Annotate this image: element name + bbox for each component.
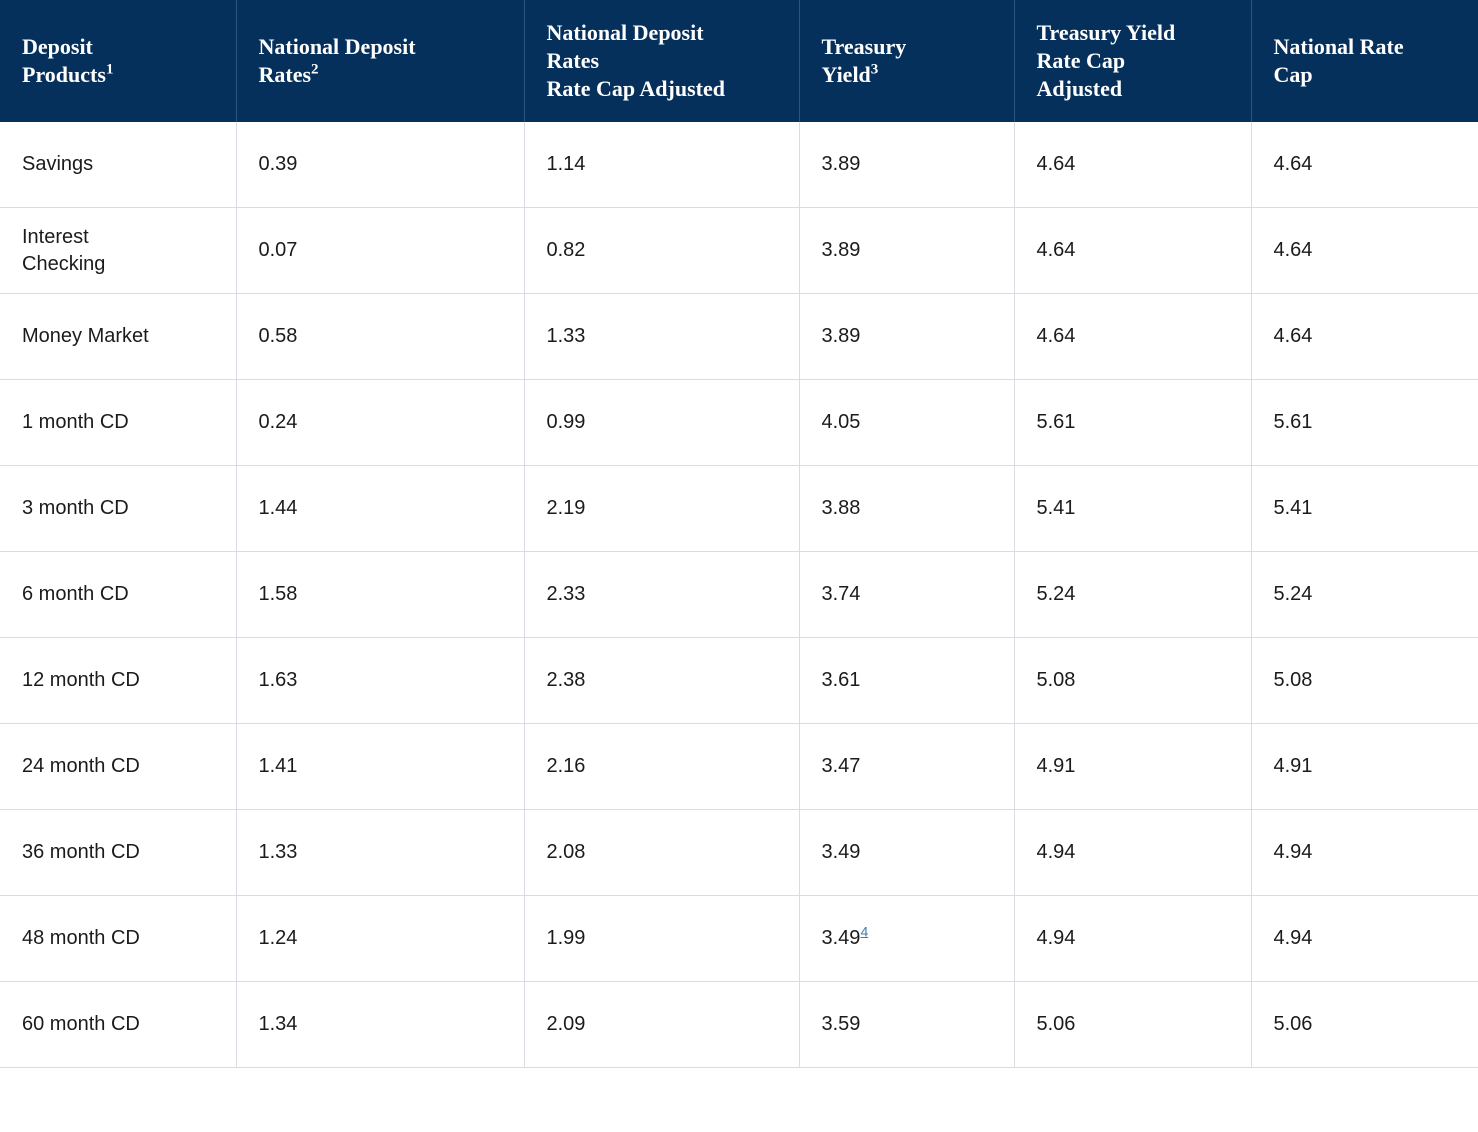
cell-value: 5.41 [1273, 497, 1313, 519]
column-header-line: Treasury Yield [1036, 19, 1176, 45]
treasury-yield-cell [799, 294, 1014, 380]
cell-value: 4.64 [1036, 239, 1076, 261]
national-deposit-rate-cell [236, 810, 524, 896]
cell-value: 0.58 [258, 325, 298, 347]
treasury-yield-cap-adjusted-cell [1014, 810, 1251, 896]
footnote-link[interactable] [860, 923, 868, 939]
deposit-product-cell [0, 982, 236, 1068]
footnote-marker: 2 [311, 61, 319, 78]
deposit-product-cell [0, 810, 236, 896]
column-header-text: Products [22, 62, 106, 87]
column-header-text: Yield [821, 62, 871, 87]
national-deposit-rate-cap-adjusted-cell [524, 294, 799, 380]
cell-value: 1.34 [258, 1013, 298, 1035]
cell-value: 4.64 [1036, 153, 1076, 175]
cell-value: 3.61 [821, 669, 861, 691]
treasury-yield-cell [799, 810, 1014, 896]
deposit-product-cell [0, 896, 236, 982]
deposit-product-label: 48 month CD [22, 927, 140, 949]
cell-value: 4.94 [1273, 927, 1313, 949]
national-rate-cap-cell [1251, 896, 1478, 982]
column-header-4 [1014, 0, 1251, 122]
cell-value: 4.64 [1273, 153, 1313, 175]
treasury-yield-cap-adjusted-cell [1014, 982, 1251, 1068]
table-header-row [0, 0, 1478, 122]
national-deposit-rate-cell [236, 982, 524, 1068]
deposit-product-cell [0, 638, 236, 724]
cell-value: 4.64 [1036, 325, 1076, 347]
cell-value: 3.89 [821, 239, 861, 261]
national-deposit-rate-cap-adjusted-cell [524, 122, 799, 208]
national-deposit-rate-cell [236, 122, 524, 208]
treasury-yield-cap-adjusted-cell [1014, 724, 1251, 810]
cell-value: 4.91 [1036, 755, 1076, 777]
cell-value: 5.24 [1036, 583, 1076, 605]
column-header-line: Treasury [821, 33, 907, 59]
treasury-yield-cell [799, 466, 1014, 552]
national-deposit-rate-cap-adjusted-cell [524, 896, 799, 982]
national-rate-cap-cell [1251, 638, 1478, 724]
national-rate-cap-cell [1251, 122, 1478, 208]
cell-value: 0.07 [258, 239, 298, 261]
cell-value: 2.09 [546, 1013, 586, 1035]
national-rate-cap-cell [1251, 724, 1478, 810]
national-deposit-rate-cap-adjusted-cell [524, 380, 799, 466]
deposit-product-label: 12 month CD [22, 669, 140, 691]
cell-value: 4.05 [821, 411, 861, 433]
cell-value: 1.33 [258, 841, 298, 863]
deposit-product-label: 6 month CD [22, 583, 129, 605]
deposit-product-cell [0, 208, 236, 294]
cell-value: 0.82 [546, 239, 586, 261]
table-row [0, 896, 1478, 982]
deposit-product-cell [0, 380, 236, 466]
deposit-product-label: 36 month CD [22, 841, 140, 863]
table-row [0, 552, 1478, 638]
deposit-product-label: Checking [22, 252, 106, 275]
cell-value: 3.89 [821, 153, 861, 175]
column-header-line [259, 61, 504, 89]
national-rate-cap-cell [1251, 810, 1478, 896]
treasury-yield-cap-adjusted-cell [1014, 552, 1251, 638]
national-deposit-rate-cell [236, 208, 524, 294]
national-deposit-rate-cell [236, 724, 524, 810]
treasury-yield-cell [799, 638, 1014, 724]
treasury-yield-cap-adjusted-cell [1014, 638, 1251, 724]
national-rate-cap-cell [1251, 380, 1478, 466]
cell-value: 1.14 [546, 153, 586, 175]
deposit-product-cell [0, 552, 236, 638]
deposit-product-cell [0, 122, 236, 208]
cell-value: 5.41 [1036, 497, 1076, 519]
column-header-2 [524, 0, 799, 122]
national-deposit-rate-cell [236, 552, 524, 638]
national-deposit-rate-cell [236, 638, 524, 724]
national-deposit-rate-cap-adjusted-cell [524, 810, 799, 896]
treasury-yield-cap-adjusted-cell [1014, 896, 1251, 982]
treasury-yield-cap-adjusted-cell [1014, 466, 1251, 552]
treasury-yield-cell [799, 380, 1014, 466]
cell-value: 3.49 [821, 927, 861, 949]
column-header-line: Deposit [22, 33, 93, 59]
deposit-product-label: 24 month CD [22, 755, 140, 777]
column-header-5 [1251, 0, 1478, 122]
footnote-marker: 1 [105, 61, 114, 78]
cell-value: 3.59 [821, 1013, 861, 1035]
column-header-text: Rates [258, 62, 312, 87]
cell-value: 4.91 [1273, 755, 1313, 777]
table-row [0, 724, 1478, 810]
cell-value: 5.61 [1273, 411, 1313, 433]
treasury-yield-cap-adjusted-cell [1014, 122, 1251, 208]
footnote-link-anchor[interactable]: 4 [860, 923, 869, 940]
cell-value: 2.38 [546, 669, 586, 691]
treasury-yield-cell [799, 896, 1014, 982]
column-header-line: Rates [546, 47, 600, 73]
national-rate-cap-cell [1251, 466, 1478, 552]
column-header-line: National Deposit [546, 19, 704, 45]
treasury-yield-cell [799, 724, 1014, 810]
treasury-yield-cell [799, 122, 1014, 208]
treasury-yield-cap-adjusted-cell [1014, 208, 1251, 294]
cell-value: 2.08 [546, 841, 586, 863]
cell-value: 3.74 [821, 583, 861, 605]
column-header-line: Cap [1273, 62, 1313, 87]
treasury-yield-cell [799, 208, 1014, 294]
cell-value: 1.63 [258, 669, 298, 691]
cell-value: 3.47 [821, 755, 861, 777]
cell-value: 0.39 [258, 153, 298, 175]
national-deposit-rate-cell [236, 294, 524, 380]
cell-value: 5.61 [1036, 411, 1076, 433]
deposit-product-cell [0, 724, 236, 810]
column-header-1 [236, 0, 524, 122]
deposit-product-label: Interest [22, 225, 89, 248]
cell-value: 5.06 [1036, 1013, 1076, 1035]
national-rate-cap-cell [1251, 552, 1478, 638]
table-header [0, 0, 1478, 122]
national-deposit-rate-cell [236, 466, 524, 552]
cell-value: 4.94 [1036, 841, 1076, 863]
cell-value: 4.64 [1273, 239, 1313, 261]
column-header-line [22, 61, 216, 89]
national-deposit-rate-cap-adjusted-cell [524, 724, 799, 810]
column-header-line: Rate Cap Adjusted [546, 76, 725, 102]
national-rate-cap-cell [1251, 208, 1478, 294]
table-row [0, 982, 1478, 1068]
column-header-line [822, 61, 994, 89]
treasury-yield-cell [799, 552, 1014, 638]
treasury-yield-cell [799, 982, 1014, 1068]
table-row [0, 466, 1478, 552]
cell-value: 1.33 [546, 325, 586, 347]
cell-value: 3.49 [821, 841, 861, 863]
table-row [0, 208, 1478, 294]
deposit-product-label: Money Market [22, 325, 149, 347]
cell-value: 1.41 [258, 755, 298, 777]
national-rate-cap-cell [1251, 982, 1478, 1068]
national-deposit-rate-cap-adjusted-cell [524, 982, 799, 1068]
cell-value: 1.58 [258, 583, 298, 605]
column-header-line: Rate Cap [1036, 47, 1126, 73]
national-deposit-rate-cell [236, 896, 524, 982]
cell-value: 4.94 [1036, 927, 1076, 949]
footnote-marker: 3 [870, 61, 879, 78]
deposit-product-label: 1 month CD [22, 411, 129, 433]
column-header-3 [799, 0, 1014, 122]
national-deposit-rate-cell [236, 380, 524, 466]
deposit-product-label: 3 month CD [22, 497, 129, 519]
cell-value: 4.94 [1273, 841, 1313, 863]
deposit-product-cell [0, 294, 236, 380]
national-deposit-rate-cap-adjusted-cell [524, 552, 799, 638]
cell-value: 1.24 [258, 927, 298, 949]
table-row [0, 810, 1478, 896]
cell-value: 0.24 [258, 411, 298, 433]
national-rate-cap-cell [1251, 294, 1478, 380]
table-row [0, 380, 1478, 466]
cell-value: 2.16 [546, 755, 586, 777]
national-deposit-rate-cap-adjusted-cell [524, 208, 799, 294]
deposit-product-cell [0, 466, 236, 552]
column-header-line: Adjusted [1036, 76, 1123, 102]
table-body [0, 122, 1478, 1068]
national-deposit-rate-cap-adjusted-cell [524, 638, 799, 724]
column-header-line: National Deposit [258, 33, 416, 59]
cell-value: 1.44 [258, 497, 298, 519]
deposit-product-label: 60 month CD [22, 1013, 140, 1035]
table-row [0, 294, 1478, 380]
cell-value: 4.64 [1273, 325, 1313, 347]
treasury-yield-cap-adjusted-cell [1014, 380, 1251, 466]
national-deposit-rate-cap-adjusted-cell [524, 466, 799, 552]
table-row [0, 638, 1478, 724]
cell-value: 2.33 [546, 583, 586, 605]
treasury-yield-cap-adjusted-cell [1014, 294, 1251, 380]
cell-value: 5.08 [1036, 669, 1076, 691]
column-header-0 [0, 0, 236, 122]
deposit-product-label: Savings [22, 153, 94, 175]
cell-value: 5.24 [1273, 583, 1313, 605]
table-row [0, 122, 1478, 208]
cell-value: 5.06 [1273, 1013, 1313, 1035]
cell-value: 0.99 [546, 411, 586, 433]
cell-value: 3.89 [821, 325, 861, 347]
cell-value: 2.19 [546, 497, 586, 519]
cell-value: 3.88 [821, 497, 861, 519]
cell-value: 5.08 [1273, 669, 1313, 691]
column-header-line: National Rate [1273, 33, 1404, 59]
cell-value: 1.99 [546, 927, 586, 949]
